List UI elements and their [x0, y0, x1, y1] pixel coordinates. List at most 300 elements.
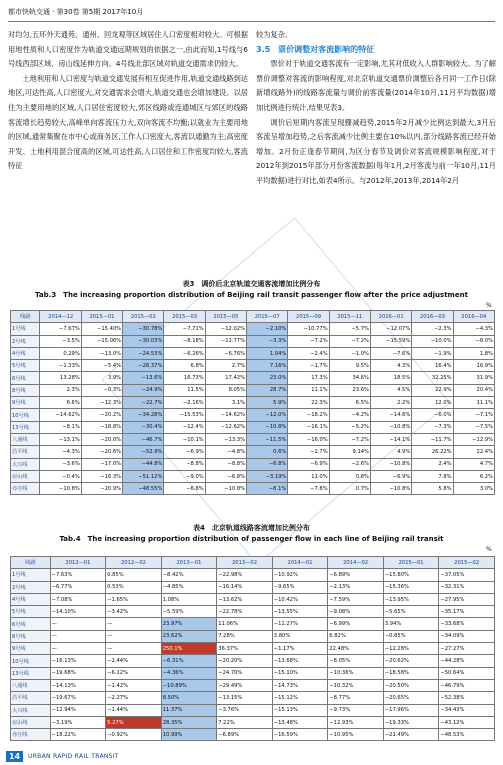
table-cell: −14.73% [272, 679, 328, 691]
table-cell: −10.92% [272, 569, 328, 581]
table-cell: 17.42% [205, 372, 246, 384]
table-cell: 0.6% [329, 470, 370, 482]
row-label: 4号线 [11, 593, 51, 605]
table-cell: −6.77% [50, 581, 106, 593]
table-cell: −3.76% [217, 704, 273, 716]
table-cell: −16.1% [288, 421, 329, 433]
row-label: 八通线 [11, 433, 40, 445]
table-cell: −9.0% [164, 470, 205, 482]
table-row [11, 679, 495, 691]
table-cell: −3.3% [247, 335, 288, 347]
table-cell: −7.71% [164, 323, 205, 335]
table-cell: −5.4% [81, 360, 122, 372]
running-header [8, 6, 495, 19]
table-cell: −14.62% [40, 409, 81, 421]
column-header-period: 2015—03 [164, 311, 205, 323]
table-cell: −13.1% [40, 433, 81, 445]
table-cell: −3.42% [106, 606, 162, 618]
table-cell: −34.28% [123, 409, 164, 421]
table-cell: −13.0% [81, 347, 122, 359]
table-cell: 1.8% [453, 347, 494, 359]
table-cell: −7.5% [453, 421, 494, 433]
table-cell: −0.85% [383, 630, 439, 642]
table-cell: −28.37% [123, 360, 164, 372]
row-label: 1号线 [11, 323, 40, 335]
table-cell: −4.8% [205, 446, 246, 458]
column-header-period: 2015—02 [123, 311, 164, 323]
table-cell: — [50, 618, 106, 630]
table-cell: −3.5% [40, 335, 81, 347]
table-cell: −12.02% [205, 323, 246, 335]
column-header-period: 2013—01 [161, 557, 217, 569]
row-label: 8号线 [11, 384, 40, 396]
table-cell: −18.8% [81, 421, 122, 433]
row-label: 大兴线 [11, 704, 51, 716]
table-cell: −6.31% [161, 655, 217, 667]
table-cell: −6.26% [164, 347, 205, 359]
table-cell: 3.0% [453, 483, 494, 495]
table-cell: −12.93% [328, 716, 384, 728]
table-cell: −10.32% [328, 679, 384, 691]
table-cell: −10.95% [328, 729, 384, 741]
table-cell: — [50, 643, 106, 655]
table-cell: 5.9% [247, 397, 288, 409]
table-row [11, 433, 495, 445]
column-header-line: 线路 [11, 311, 40, 323]
table-cell: −12.3% [81, 397, 122, 409]
table-cell: −7.8% [288, 483, 329, 495]
table-cell: −9.08% [328, 606, 384, 618]
table-row [11, 581, 495, 593]
table-cell: −10.42% [272, 593, 328, 605]
table-cell: −8.42% [161, 569, 217, 581]
table-cell: −4.2% [329, 409, 370, 421]
table-cell: 0.53% [106, 581, 162, 593]
table-cell: 1.08% [161, 593, 217, 605]
table-cell: −13.62% [217, 593, 273, 605]
column-header-period: 2014—12 [40, 311, 81, 323]
column-header-period: 2013—02 [217, 557, 273, 569]
row-label: 2号线 [11, 581, 51, 593]
table-cell: 6.8% [164, 360, 205, 372]
table-cell: −30.4% [123, 421, 164, 433]
table-cell: 3.94% [383, 618, 439, 630]
table-cell: −1.0% [329, 347, 370, 359]
table-cell: −14.62% [205, 409, 246, 421]
column-header-period: 2015—09 [288, 311, 329, 323]
table-cell: −13.68% [272, 655, 328, 667]
table-cell: −34.09% [439, 630, 495, 642]
table-cell: −20.20% [217, 655, 273, 667]
table-cell: −15.13% [272, 704, 328, 716]
column-header-period: 2015—01 [383, 557, 439, 569]
table-cell: 0.7% [329, 483, 370, 495]
table-cell: −1.65% [106, 593, 162, 605]
table-cell: −8.05% [328, 655, 384, 667]
table-row [11, 347, 495, 359]
table-cell: 2.3% [40, 384, 81, 396]
table-cell: −2.6% [329, 458, 370, 470]
table-cell: −48.55% [123, 483, 164, 495]
table-cell: −20.62% [383, 655, 439, 667]
table-cell: −30.78% [123, 323, 164, 335]
table-cell: −4.3% [40, 446, 81, 458]
table-cell: −8.8% [205, 458, 246, 470]
table-cell: −20.6% [81, 446, 122, 458]
table-cell: −7.2% [329, 433, 370, 445]
table-cell: — [106, 618, 162, 630]
table-cell: −52.9% [123, 446, 164, 458]
table-cell: −46.7% [123, 433, 164, 445]
table-cell: −5.65% [383, 606, 439, 618]
table-cell: −13.15% [217, 692, 273, 704]
table-cell: −27.27% [439, 643, 495, 655]
table-cell: 17.3% [288, 372, 329, 384]
table-cell: −6.76% [205, 347, 246, 359]
table-cell: −16.14% [217, 581, 273, 593]
table-cell: −15.59% [370, 335, 411, 347]
table-cell: −27.95% [439, 593, 495, 605]
table-cell: −4.85% [161, 581, 217, 593]
table-row [11, 421, 495, 433]
table-cell: −7.1% [453, 409, 494, 421]
row-label: 6号线 [11, 372, 40, 384]
table-cell: −2.7% [288, 446, 329, 458]
table-cell: −7.63% [50, 569, 106, 581]
table-cell: −10.8% [247, 421, 288, 433]
column-header-period: 2014—02 [328, 557, 384, 569]
table-cell: −15.06% [81, 335, 122, 347]
table-row [11, 630, 495, 642]
row-label: 6号线 [11, 618, 51, 630]
table-cell: −10.8% [40, 483, 81, 495]
table-cell: −18.58% [383, 667, 439, 679]
table-cell: −30.03% [123, 335, 164, 347]
table-cell: −20.65% [383, 692, 439, 704]
table-cell: −17.0% [81, 458, 122, 470]
table-cell: −50.64% [439, 667, 495, 679]
table-cell: −51.12% [123, 470, 164, 482]
table-cell: 2.7% [205, 360, 246, 372]
table-cell: 0.29% [40, 347, 81, 359]
table-cell: −18.2% [288, 409, 329, 421]
table-cell: 31.9% [453, 372, 494, 384]
table-cell: −33.68% [439, 618, 495, 630]
table-row [11, 655, 495, 667]
table-cell: 22.3% [288, 397, 329, 409]
column-header-period: 2015—01 [81, 311, 122, 323]
table-cell: 10.99% [161, 729, 217, 741]
table-cell: −10.89% [161, 679, 217, 691]
table-cell: −4.36% [161, 667, 217, 679]
table-cell: −7.6% [370, 347, 411, 359]
table-cell: — [106, 630, 162, 642]
table-cell: 4.3% [370, 360, 411, 372]
column-header-period: 2016—03 [412, 311, 453, 323]
table-cell: 4.5% [370, 384, 411, 396]
table-cell: −15.80% [383, 569, 439, 581]
table-cell: −13.3% [205, 433, 246, 445]
table-cell: −11.77% [205, 335, 246, 347]
column-header-line: 线路 [11, 557, 51, 569]
table-row [11, 667, 495, 679]
row-label: 2号线 [11, 335, 40, 347]
table-cell: −22.7% [123, 397, 164, 409]
row-label: 9号线 [11, 397, 40, 409]
table-cell: 13.28% [40, 372, 81, 384]
table-cell: −20.50% [383, 679, 439, 691]
page-number: 14 [6, 751, 23, 762]
table-cell: −0.3% [81, 384, 122, 396]
table-cell: −24.9% [123, 384, 164, 396]
table-cell: −6.12% [106, 667, 162, 679]
table-cell: 22.48% [328, 643, 384, 655]
row-label: 八通线 [11, 679, 51, 691]
table-cell: −5.7% [329, 323, 370, 335]
table-cell: −6.0% [412, 409, 453, 421]
table-cell: 32.25% [412, 372, 453, 384]
table-cell: −14.1% [370, 433, 411, 445]
row-label: 10号线 [11, 409, 40, 421]
table-cell: −20.9% [81, 483, 122, 495]
row-label: 4号线 [11, 347, 40, 359]
table-cell: −8.8% [164, 458, 205, 470]
table-cell: 23.0% [247, 372, 288, 384]
column-header-period: 2012—01 [50, 557, 106, 569]
journal-name: URBAN RAPID RAIL TRANSIT [28, 753, 119, 760]
table-cell: −7.08% [50, 593, 106, 605]
table-cell: −32.31% [439, 581, 495, 593]
table-cell: 3.80% [272, 630, 328, 642]
table-cell: −2.3% [412, 323, 453, 335]
table-cell: 11.5% [164, 384, 205, 396]
table-cell: −6.89% [217, 729, 273, 741]
table-cell: — [50, 630, 106, 642]
table-cell: 16.4% [412, 360, 453, 372]
table-cell: −24.70% [217, 667, 273, 679]
table-cell: −6.8% [205, 470, 246, 482]
table4 [10, 556, 495, 741]
table-row [11, 372, 495, 384]
table-row [11, 593, 495, 605]
table-cell: 2.4% [412, 458, 453, 470]
table-cell: −6.9% [288, 458, 329, 470]
table-cell: −44.28% [439, 655, 495, 667]
table-cell: 22.4% [453, 446, 494, 458]
table-cell: 250.1% [161, 643, 217, 655]
table-cell: −1.17% [272, 643, 328, 655]
table-cell: −8.0% [453, 335, 494, 347]
table-row [11, 335, 495, 347]
table-cell: 26.22% [412, 446, 453, 458]
table-cell: −9.73% [328, 704, 384, 716]
table-cell: 6.6% [40, 397, 81, 409]
table-cell: −2.13% [328, 581, 384, 593]
left-column [8, 28, 248, 174]
table-cell: 9.14% [329, 446, 370, 458]
column-header-period: 2015—02 [439, 557, 495, 569]
table-cell: −9.65% [272, 581, 328, 593]
table-cell: 7.16% [247, 360, 288, 372]
table-cell: −12.07% [370, 323, 411, 335]
table-cell: −1.42% [106, 679, 162, 691]
table-cell: −12.28% [383, 643, 439, 655]
table-cell: −13.55% [272, 606, 328, 618]
table-cell: 18.5% [370, 372, 411, 384]
row-label: 亦庄线 [11, 483, 40, 495]
table-cell: 0.85% [106, 569, 162, 581]
page-footer [0, 747, 503, 765]
table-cell: −18.22% [50, 729, 106, 741]
table-row [11, 323, 495, 335]
table4-caption-en: Tab.4 The increasing proportion distribution of passenger flow in each line of Beijing rail transit [59, 535, 444, 543]
table-cell: −22.78% [217, 606, 273, 618]
table-cell: −16.59% [272, 729, 328, 741]
table-row [11, 483, 495, 495]
table-cell: 3.9% [81, 372, 122, 384]
row-label: 亦庄线 [11, 729, 51, 741]
table-cell: −13.48% [272, 716, 328, 728]
table-cell: −15.53% [164, 409, 205, 421]
table4-caption-cn: 表4 北京轨道线路客流增加比例分布 [193, 524, 310, 532]
table-cell: −19.33% [383, 716, 439, 728]
table-cell: 12.0% [412, 397, 453, 409]
table-cell: −14.13% [50, 679, 106, 691]
table-cell: −43.12% [439, 716, 495, 728]
table-cell: −8.1% [247, 483, 288, 495]
row-label: 13号线 [11, 667, 51, 679]
table3-caption-cn: 表3 调价后北京轨道交通客流增加比例分布 [182, 280, 321, 288]
column-header-period: 2012—02 [106, 557, 162, 569]
table-cell: 6.82% [328, 630, 384, 642]
row-label: 9号线 [11, 643, 51, 655]
table-cell: 23.62% [161, 630, 217, 642]
table-row [11, 643, 495, 655]
column-header-period: 2015—05 [205, 311, 246, 323]
table-cell: 16.73% [164, 372, 205, 384]
table-cell: −3.19% [50, 716, 106, 728]
table-cell: — [106, 643, 162, 655]
table-cell: −7.2% [288, 335, 329, 347]
table-cell: −10.1% [164, 433, 205, 445]
table-cell: 1.04% [247, 347, 288, 359]
table-cell: 22.9% [412, 384, 453, 396]
row-label: 10号线 [11, 655, 51, 667]
table-cell: −8.18% [164, 335, 205, 347]
table-cell: −29.49% [217, 679, 273, 691]
table-cell: −6.8% [247, 458, 288, 470]
table-cell: −10.8% [370, 483, 411, 495]
table-cell: 7.8% [412, 470, 453, 482]
table-cell: 9.5% [329, 360, 370, 372]
table-row [11, 729, 495, 741]
table-row [11, 397, 495, 409]
table-cell: −7.59% [328, 593, 384, 605]
row-label: 房山线 [11, 716, 51, 728]
row-label: 13号线 [11, 421, 40, 433]
table-cell: −22.98% [217, 569, 273, 581]
column-header-period: 2016—01 [370, 311, 411, 323]
table-cell: 16.9% [453, 360, 494, 372]
table-row [11, 569, 495, 581]
table-cell: 36.37% [217, 643, 273, 655]
table-cell: 3.1% [205, 397, 246, 409]
table-row [11, 618, 495, 630]
table-row [11, 606, 495, 618]
table-cell: −16.0% [288, 433, 329, 445]
table-cell: 5.8% [412, 483, 453, 495]
row-label: 5号线 [11, 360, 40, 372]
table-cell: −10.0% [412, 335, 453, 347]
row-label: 昌平线 [11, 692, 51, 704]
column-header-period: 2015—07 [247, 311, 288, 323]
paragraph: 票价对于轨道交通客流有一定影响,尤其对低收入人群影响较大。为了解票价调整对客流的影响程度,对北京轨道交通票价调整后各月同一工作日(除新增线路外)的线路客流量与调价前客流量(2014年10月,11月平均数据)增加比例进行统计,结果见表3。 [256, 59, 496, 112]
header-rule [8, 21, 495, 22]
table-row [11, 409, 495, 421]
table-cell: 5.27% [106, 716, 162, 728]
table-cell: −12.62% [205, 421, 246, 433]
table-cell: −3.6% [40, 458, 81, 470]
table-row [11, 384, 495, 396]
table-cell: −15.10% [272, 667, 328, 679]
table-cell: −44.8% [123, 458, 164, 470]
table-cell: −13.95% [383, 593, 439, 605]
table-cell: −7.3% [412, 421, 453, 433]
table-cell: 34.6% [329, 372, 370, 384]
table-cell: −12.0% [247, 409, 288, 421]
table-cell: −8.77% [328, 692, 384, 704]
table-cell: −20.0% [81, 433, 122, 445]
table-cell: 7.28% [217, 630, 273, 642]
table-row [11, 716, 495, 728]
table-row [11, 692, 495, 704]
table-cell: −3.19% [247, 470, 288, 482]
table-cell: −6.89% [328, 569, 384, 581]
table-cell: −5.59% [161, 606, 217, 618]
column-header-period: 2016—04 [453, 311, 494, 323]
table-cell: −10.8% [205, 483, 246, 495]
table-row [11, 704, 495, 716]
table-cell: −12.9% [453, 433, 494, 445]
table-cell: −13.6% [123, 372, 164, 384]
row-label: 昌平线 [11, 446, 40, 458]
table-cell: 7.22% [217, 716, 273, 728]
row-label: 8号线 [11, 630, 51, 642]
table-cell: −14.10% [50, 606, 106, 618]
paragraph: 较为复杂。 [256, 30, 292, 39]
table-cell: −24.53% [123, 347, 164, 359]
table-row [11, 360, 495, 372]
table3-unit: % [486, 302, 492, 309]
table-cell: −52.38% [439, 692, 495, 704]
table-cell: −8.1% [40, 421, 81, 433]
table-cell: −6.9% [370, 470, 411, 482]
paragraph: 调价后短期内客流呈现骤减趋势,2015年2月减少比例达到最大,3月后客流呈增加趋势,之后客流减少比例主要在10%以内,部分线路客流已经开始增加。2月份正逢春节期间,为区分春节及调价对客流规模影响程度,对于2012年到2015年部分月份客流数据(每年1月,2月客流与前一年10月,11月平均数据)进行对比,如表4所示。与2012年,2013年,2014年2月 [256, 117, 496, 185]
table-cell: −16.13% [50, 655, 106, 667]
table-cell: −15.12% [272, 692, 328, 704]
table-cell: −19.68% [50, 667, 106, 679]
row-label: 房山线 [11, 470, 40, 482]
table-cell: −34.43% [439, 704, 495, 716]
table-cell: −15.36% [383, 581, 439, 593]
table-cell: 20.4% [453, 384, 494, 396]
table-cell: −12.94% [50, 704, 106, 716]
table-cell: 28.35% [161, 716, 217, 728]
table-cell: −11.27% [272, 618, 328, 630]
table-cell: −6.9% [164, 446, 205, 458]
table-cell: −1.7% [288, 360, 329, 372]
table-cell: −10.36% [328, 667, 384, 679]
